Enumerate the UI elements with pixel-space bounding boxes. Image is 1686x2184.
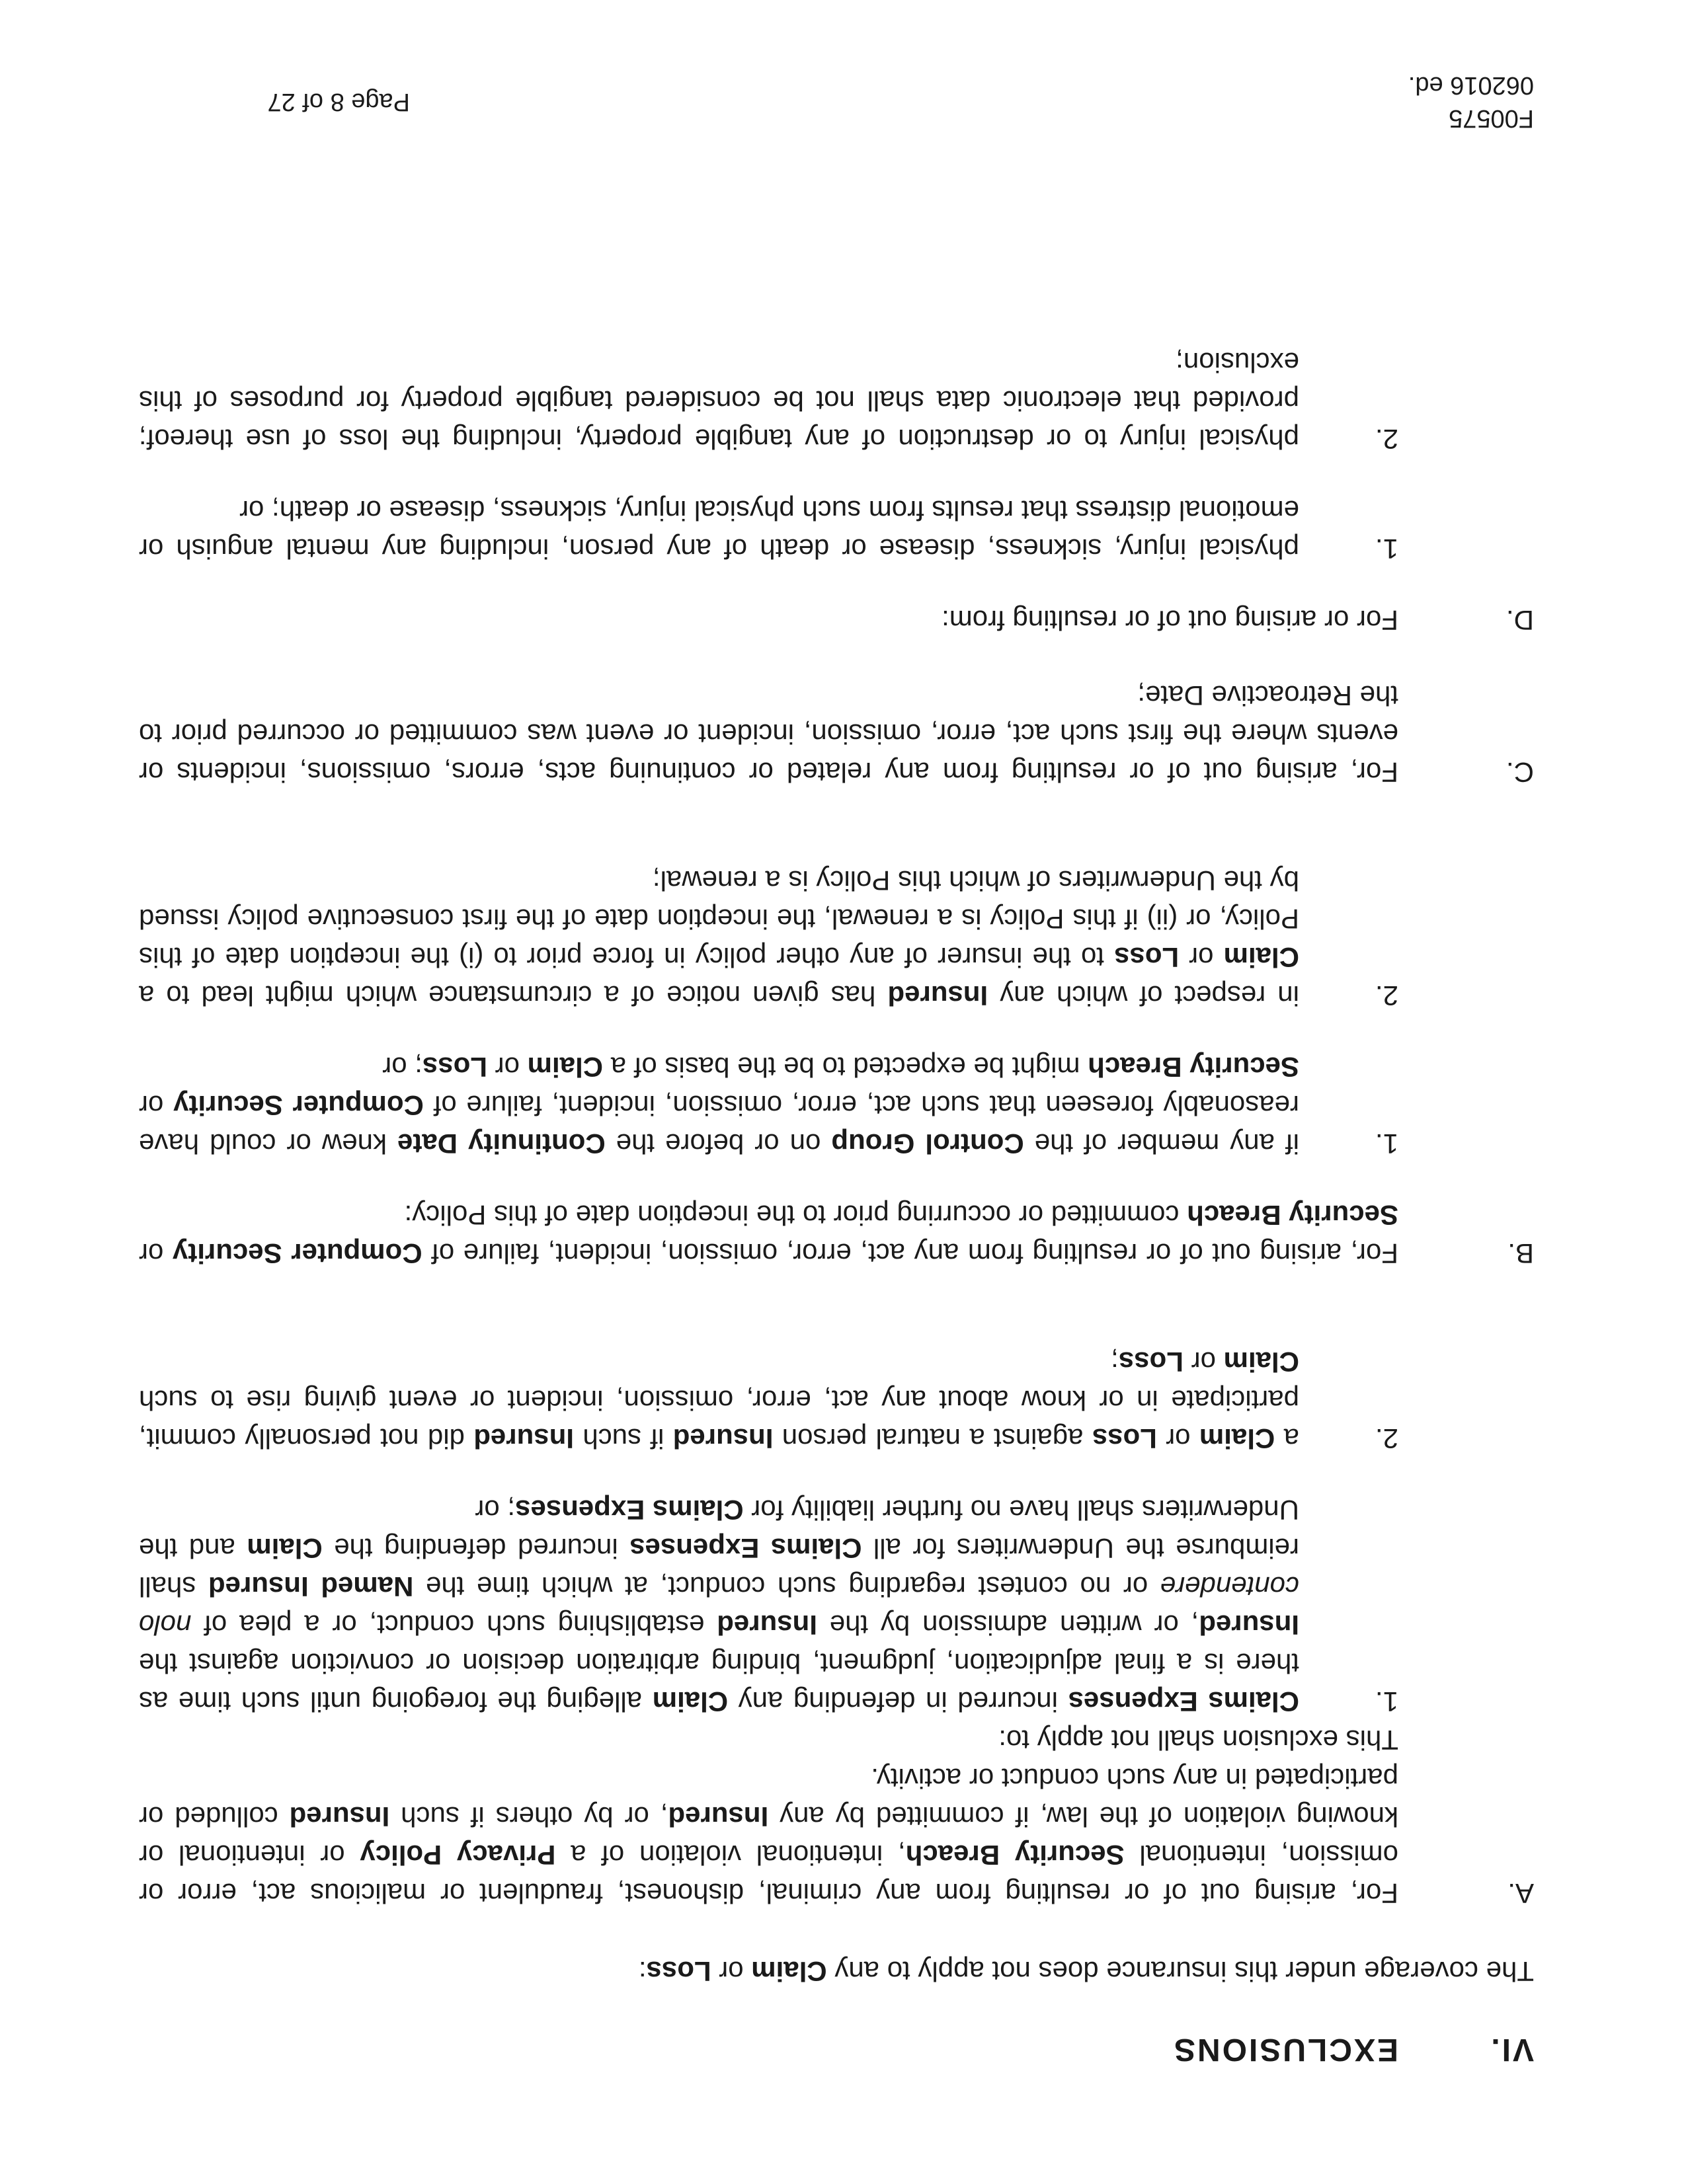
sub-text: physical injury, sickness, disease or death of any person, including any mental anguish or emotional distress that results from such physical injury, sickness, disease or death; or: [139, 495, 1299, 565]
defined-term: Claims Expenses: [629, 1533, 862, 1564]
text-run: a: [1275, 1423, 1299, 1454]
defined-term: Claim: [247, 1533, 323, 1564]
text-run: ;: [1111, 1346, 1119, 1378]
exclusion-body: [139, 1309, 1398, 1912]
text-run: to the insurer of any other policy in force prior to (i) the inception date of this Policy, or (ii) if this Policy is a renewal, the inception date of the first consecutive policy issued by the Underwriters of which this Policy is a renewal;: [139, 865, 1299, 973]
text-run: establishing such conduct, or a plea of: [191, 1610, 717, 1641]
defined-term: Insured: [668, 1801, 769, 1832]
text-run: or: [139, 1090, 174, 1121]
defined-term: Insured: [473, 1423, 574, 1454]
intro-text: The coverage under this insurance does not apply to any: [826, 1956, 1534, 1987]
text-run: against a natural person: [773, 1423, 1092, 1454]
text-run: ; or: [475, 1495, 516, 1526]
text-run: or: [1156, 1423, 1199, 1454]
defined-term: Claim: [1199, 1423, 1275, 1454]
exclusion-d-sub-2: [139, 343, 1398, 458]
defined-term: Loss: [1092, 1423, 1157, 1454]
sub-label: 2.: [1375, 424, 1398, 455]
text-run: , intentional violation of a: [555, 1840, 906, 1871]
exclusion-label: A.: [1507, 1878, 1534, 1909]
exclusion-label: B.: [1507, 1238, 1534, 1269]
exclusion-text: [139, 1196, 1398, 1272]
sub-label: 1.: [1375, 1686, 1398, 1717]
sub-label: 2.: [1375, 1423, 1398, 1454]
exclusion-b-sub-1: [139, 1048, 1398, 1163]
exclusion-a-sub-2: [139, 1343, 1398, 1458]
exclusion-text: [139, 1759, 1398, 1912]
defined-term: Claim: [527, 1052, 604, 1083]
text-run: did not personally commit, participate in or know about any act, error, omission, incident or event giving rise to such: [139, 1385, 1299, 1454]
sub-text: [139, 1491, 1299, 1721]
defined-term: Claim: [1223, 1346, 1299, 1378]
defined-term: Claims Expenses: [1068, 1686, 1299, 1717]
text-run: or: [487, 1052, 528, 1083]
exclusion-body: [139, 310, 1398, 639]
section-heading: [139, 2030, 1534, 2068]
text-run: or: [1183, 1346, 1224, 1378]
text-run: ; or: [382, 1052, 422, 1083]
text-run: and the Underwriters shall have no further liability for: [138, 1495, 1299, 1564]
intro-text: :: [638, 1956, 647, 1987]
text-run: or no contest regarding such conduct, at which time the: [413, 1571, 1160, 1602]
exclusion-b-sub-2: [139, 861, 1398, 1015]
section-intro: [139, 1952, 1534, 1990]
text-run: in respect of which any: [988, 980, 1299, 1011]
text-run: if any member of the: [1024, 1128, 1299, 1159]
text-run: incurred defending the: [322, 1533, 630, 1564]
defined-term: Security Breach: [1187, 1200, 1398, 1231]
exclusion-note: This exclusion shall not apply to:: [998, 1725, 1398, 1756]
exclusion-label: D.: [1506, 605, 1534, 636]
form-number: F00575: [1449, 104, 1534, 132]
exclusion-b: [139, 828, 1534, 1272]
exclusion-a-sub-1: [139, 1491, 1398, 1721]
text-run: shall reimburse the Underwriters for all: [139, 1533, 1299, 1602]
defined-term: Insured: [672, 1423, 774, 1454]
intro-defined-term: Loss: [646, 1956, 711, 1987]
text-run: if such: [573, 1423, 673, 1454]
sub-text: [139, 1343, 1299, 1458]
sub-label: 1.: [1375, 533, 1398, 565]
text-run: or intentional or knowing violation of the law, if committed by any: [138, 1801, 1398, 1871]
form-edition: 062016 ed.: [1408, 71, 1534, 99]
exclusion-text: For, arising out of or resulting from any related or continuing acts, errors, omissions, incidents or events where the first such act, error, omission, incident or event was committed or occurred prior to the Retroactive Date;: [139, 680, 1398, 788]
intro-text: or: [711, 1956, 752, 1987]
exclusion-a: [139, 1309, 1534, 1912]
exclusion-d-sub-1: [139, 491, 1398, 568]
text-run: colluded or participated in any such conduct or activity.: [139, 1763, 1398, 1832]
section-number: VI.: [1489, 2032, 1534, 2067]
defined-term: Privacy Policy: [360, 1840, 556, 1871]
defined-term: Computer Security: [173, 1090, 424, 1121]
exclusion-body: [139, 828, 1398, 1272]
text-run: has given notice of a circumstance which might lead to a: [139, 980, 888, 1011]
text-run: or: [1179, 942, 1224, 973]
defined-term: Control Group: [831, 1128, 1024, 1159]
defined-term: Loss: [1114, 942, 1180, 973]
defined-term: Security Breach: [1088, 1052, 1299, 1083]
defined-term: Claim: [1223, 942, 1299, 973]
text-run: committed or occurring prior to the inception date of this Policy:: [404, 1200, 1187, 1231]
defined-term: Insured: [887, 980, 988, 1011]
defined-term: Loss: [1118, 1346, 1184, 1378]
text-run: For, arising out of or resulting from any criminal, dishonest, fraudulent or malicious act, error or omission, intentional: [139, 1840, 1398, 1909]
italic-term: nolo contendere: [139, 1571, 1299, 1641]
sub-label: 2.: [1375, 980, 1398, 1011]
text-run: , or written admission by the: [817, 1610, 1199, 1641]
text-run: For, arising out of or resulting from any act, error, omission, incident, failure of: [422, 1238, 1398, 1269]
text-run: knew or could have reasonably foreseen that such act, error, omission, incident, failure of: [139, 1090, 1299, 1159]
page-number: Page 8 of 27: [267, 88, 410, 116]
defined-term: Computer Security: [172, 1238, 422, 1269]
defined-term: Insured: [1199, 1610, 1299, 1641]
page-content: [139, 273, 1534, 2068]
intro-defined-term: Claim: [751, 1956, 827, 1987]
defined-term: Loss: [422, 1052, 487, 1083]
text-run: on or before the: [605, 1128, 832, 1159]
defined-term: Continuity Date: [397, 1128, 606, 1159]
defined-term: Insured: [717, 1610, 817, 1641]
defined-term: Claim: [652, 1686, 729, 1717]
defined-term: Claims Expenses: [515, 1495, 744, 1526]
sub-text: physical injury to or destruction of any tangible property, including the loss of use thereof; provided that electronic data shall not be considered tangible property for purposes of this exclusion;: [139, 347, 1299, 455]
sub-text: [139, 861, 1299, 1015]
exclusion-c: [139, 676, 1534, 791]
sub-text: [139, 1048, 1299, 1163]
defined-term: Security Breach: [905, 1840, 1125, 1871]
section-title: EXCLUSIONS: [1172, 2032, 1398, 2067]
defined-term: Insured: [289, 1801, 390, 1832]
text-run: , or by others if such: [389, 1801, 668, 1832]
exclusion-label: C.: [1506, 757, 1534, 788]
sub-label: 1.: [1375, 1128, 1398, 1159]
defined-term: Named Insured: [208, 1571, 414, 1602]
exclusion-text: For or arising out of or resulting from:: [942, 605, 1398, 636]
text-run: alleging the foregoing until such time as there is a final adjudication, judgment, binding arbitration decision or conviction against the: [138, 1648, 1299, 1717]
text-run: might be expected to be the basis of a: [603, 1052, 1088, 1083]
form-footer: [1408, 69, 1534, 135]
text-run: or: [139, 1238, 173, 1269]
text-run: incurred in defending any: [728, 1686, 1068, 1717]
exclusion-d: [139, 310, 1534, 639]
